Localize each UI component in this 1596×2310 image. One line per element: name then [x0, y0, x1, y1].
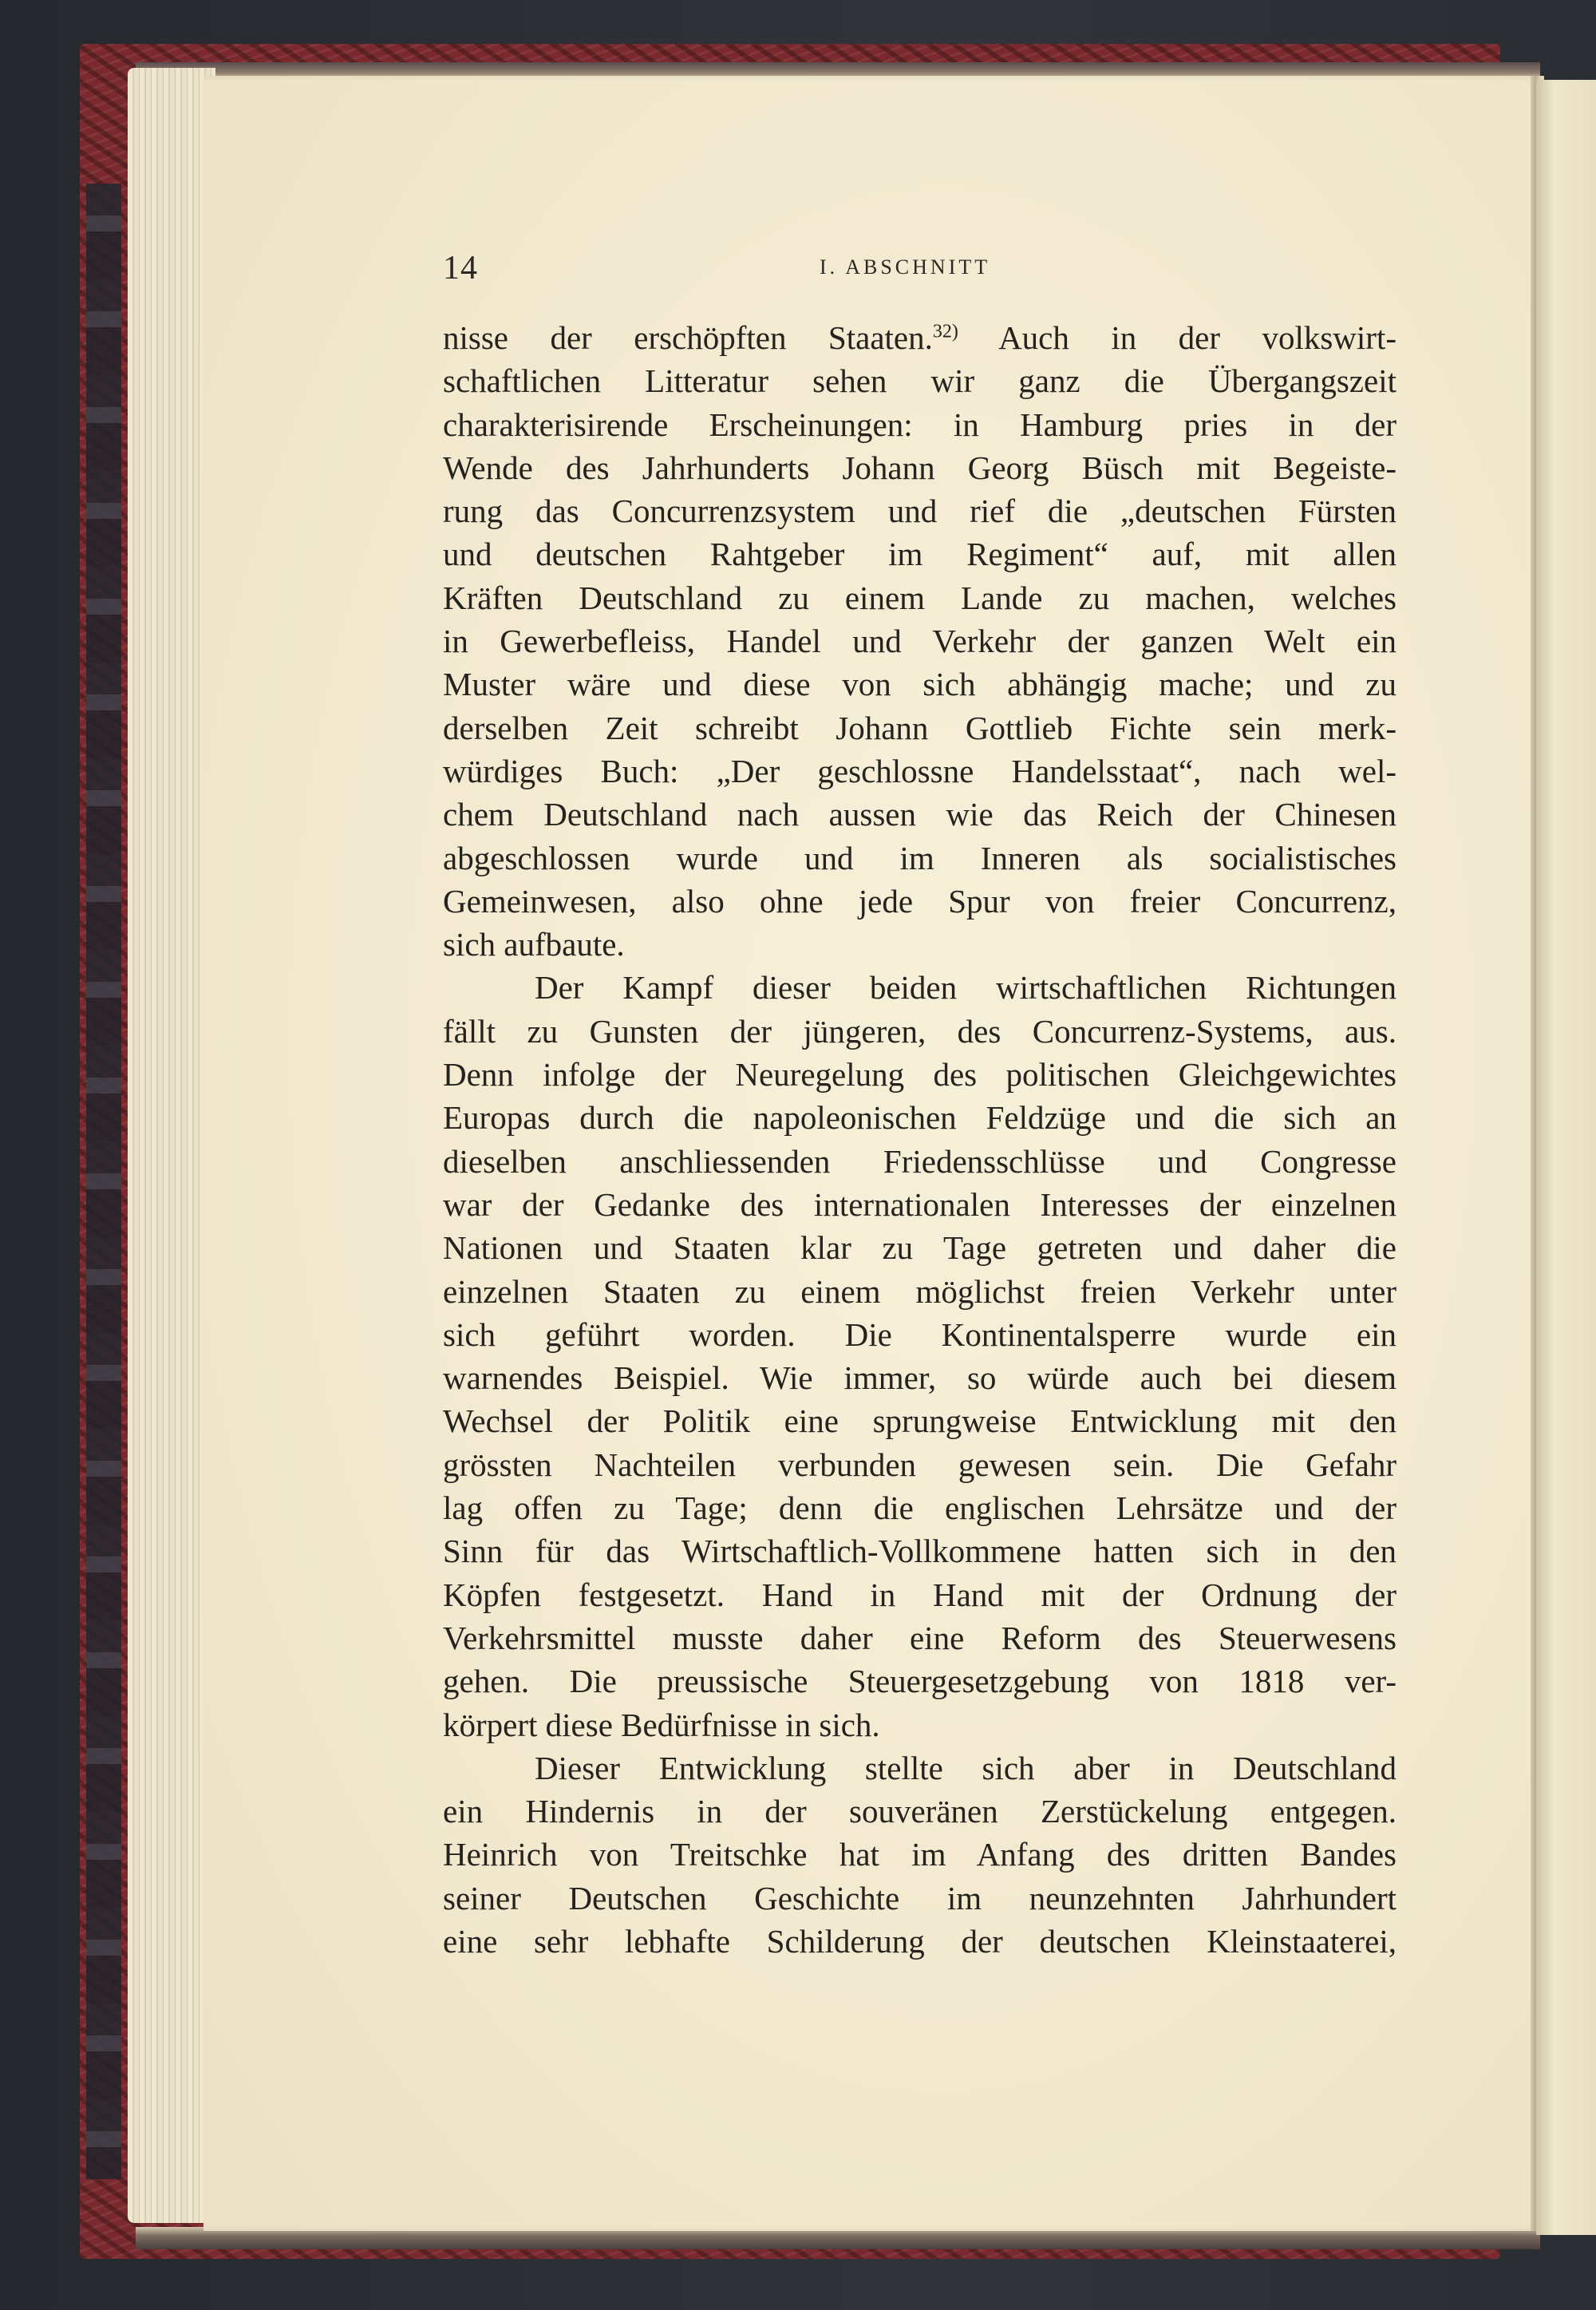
text-line: abgeschlossen wurde und im Inneren als socialistisches	[443, 839, 1396, 876]
text-line: ein Hindernis in der souveränen Zerstückelung entgegen.	[443, 1793, 1396, 1830]
text-line: warnendes Beispiel. Wie immer, so würde auch bei diesem	[443, 1359, 1396, 1397]
text-line: gehen. Die preussische Steuergesetzgebung von 1818 ver-	[443, 1663, 1396, 1700]
text-line: eine sehr lebhafte Schilderung der deutschen Kleinstaaterei,	[443, 1922, 1396, 1960]
text-line: Köpfen festgesetzt. Hand in Hand mit der Ordnung der	[443, 1576, 1396, 1613]
page-edges	[128, 68, 215, 2223]
text-line: in Gewerbefleiss, Handel und Verkehr der ganzen Welt ein	[443, 623, 1396, 660]
page-header	[443, 249, 1400, 286]
text-line: derselben Zeit schreibt Johann Gottlieb Fichte sein merk-	[443, 709, 1396, 746]
text-line: Sinn für das Wirtschaftlich-Vollkommene hatten sich in den	[443, 1533, 1396, 1570]
text-line: Gemeinwesen, also ohne jede Spur von freier Concurrenz,	[443, 882, 1396, 920]
text-line: schaftlichen Litteratur sehen wir ganz die Übergangszeit	[443, 362, 1396, 400]
text-line: lag offen zu Tage; denn die englischen Lehrsätze und der	[443, 1489, 1396, 1527]
text-line: fällt zu Gunsten der jüngeren, des Concurrenz-Systems, aus.	[443, 1012, 1396, 1050]
text-line: nisse der erschöpften Staaten.$^{32)}$ Auch in der volkswirt-	[443, 319, 1396, 356]
text-line: Muster wäre und diese von sich abhängig mache; und zu	[443, 666, 1396, 703]
text-line: Europas durch die napoleonischen Feldzüge und die sich an	[443, 1099, 1396, 1137]
text-line: charakterisirende Erscheinungen: in Hamburg pries in der	[443, 405, 1396, 443]
text-line: würdiges Buch: „Der geschlossne Handelsstaat“, nach wel-	[443, 752, 1396, 789]
text-line: Wende des Jahrhunderts Johann Georg Büsch mit Begeiste-	[443, 449, 1396, 486]
text-line: Wechsel der Politik eine sprungweise Entwicklung mit den	[443, 1402, 1396, 1440]
next-page-edge	[1536, 80, 1596, 2235]
footnote-reference: 32)	[932, 321, 958, 342]
text-line: rung das Concurrenzsystem und rief die „deutschen Fürsten	[443, 492, 1396, 530]
page-number: 14	[443, 250, 478, 287]
text-line: grössten Nachteilen verbunden gewesen sein. Die Gefahr	[443, 1446, 1396, 1483]
text-line: dieselben anschliessenden Friedensschlüsse und Congresse	[443, 1142, 1396, 1180]
text-line: Der Kampf dieser beiden wirtschaftlichen Richtungen	[535, 969, 1396, 1007]
text-line: einzelnen Staaten zu einem möglichst freien Verkehr unter	[443, 1272, 1396, 1310]
text-line: Heinrich von Treitschke hat im Anfang des dritten Bandes	[443, 1836, 1396, 1873]
text-line: war der Gedanke des internationalen Interesses der einzelnen	[443, 1185, 1396, 1223]
text-line: Kräften Deutschland zu einem Lande zu machen, welches	[443, 579, 1396, 616]
text-line: Nationen und Staaten klar zu Tage getreten und daher die	[443, 1229, 1396, 1267]
body-text	[443, 316, 1396, 1963]
text-line: chem Deutschland nach aussen wie das Reich der Chinesen	[443, 796, 1396, 833]
running-head: I. ABSCHNITT	[820, 255, 991, 279]
text-line: Dieser Entwicklung stellte sich aber in Deutschland	[535, 1749, 1396, 1786]
text-line: Verkehrsmittel musste daher eine Reform des Steuerwesens	[443, 1619, 1396, 1656]
text-line: sich geführt worden. Die Kontinentalsperre wurde ein	[443, 1315, 1396, 1353]
text-line: Denn infolge der Neuregelung des politischen Gleichgewichtes	[443, 1056, 1396, 1094]
text-line: körpert diese Bedürfnisse in sich.	[443, 1706, 880, 1743]
text-line: und deutschen Rahtgeber im Regiment“ auf, mit allen	[443, 536, 1396, 573]
book-spine	[86, 184, 121, 2179]
text-line: seiner Deutschen Geschichte im neunzehnten Jahrhundert	[443, 1879, 1396, 1916]
text-line: sich aufbaute.	[443, 926, 625, 963]
